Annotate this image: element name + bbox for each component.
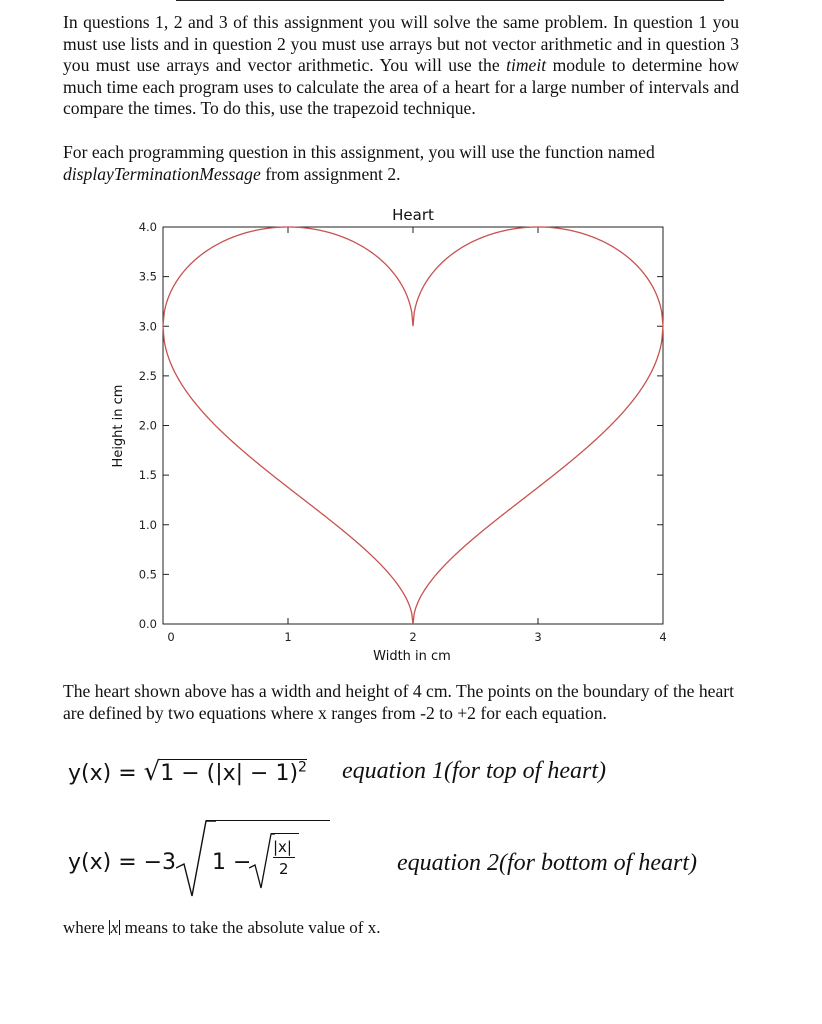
eq2-one-minus: 1 −: [212, 850, 252, 875]
eq1-body: 1 − (|x| − 1): [160, 761, 299, 786]
eq2-denominator: 2: [279, 860, 289, 878]
equation-1: [68, 757, 307, 787]
chart-title: Heart: [392, 206, 434, 224]
y-tick-label: 2.5: [138, 368, 157, 383]
x-tick-label: 4: [659, 630, 667, 644]
y-tick-label: 0.5: [138, 567, 157, 582]
y-tick-label: 1.0: [138, 517, 157, 532]
sqrt-icon: √: [143, 757, 161, 787]
inner-sqrt-icon: [249, 832, 275, 892]
y-tick-label: 0.0: [138, 617, 157, 631]
y-tick-label: 3.5: [138, 269, 157, 284]
heart-top-curve: [163, 227, 663, 326]
where-text: means to take the absolute value of x.: [124, 918, 381, 937]
timeit-module-name: timeit: [506, 55, 547, 75]
equation-2-label: equation 2(for bottom of heart): [397, 850, 697, 876]
x-axis-ticks: [163, 227, 667, 644]
intro-text-1: In questions 1, 2 and 3 of this assignment you will solve the same problem. In question 1 you must use lists and in question 2 you must use arrays but not vector arithmetic and in question 3 you must use arrays and vector arithmetic. You will use the: [63, 12, 739, 75]
y-tick-label: 1.5: [138, 468, 157, 483]
equation-2: [68, 818, 368, 898]
abs-x: x: [110, 918, 119, 937]
y-tick-label: 2.0: [138, 418, 157, 433]
function-name: displayTerminationMessage: [63, 163, 261, 184]
eq2-numerator: |x|: [273, 838, 292, 856]
equation-1-label: equation 1(for top of heart): [342, 758, 606, 784]
inner-sqrt-bar: [271, 833, 299, 834]
eq1-exponent: 2: [298, 759, 307, 776]
function-note-text: For each programming question in this assignment, you will use the function named: [63, 142, 655, 162]
top-rule: [176, 0, 724, 1]
function-note-paragraph: [63, 142, 739, 185]
intro-text-2: module to determine how much time each program uses to calculate the area of a heart for a large number of intervals and compare the times. To do this, use the trapezoid technique.: [63, 55, 739, 118]
intro-paragraph: [63, 12, 739, 120]
y-axis-ticks: [139, 220, 663, 631]
eq2-lhs: y(x) = −3: [68, 850, 177, 875]
where-prefix: where: [63, 918, 105, 937]
x-tick-label: 3: [534, 630, 542, 644]
plot-frame: [163, 227, 663, 624]
x-axis-label: Width in cm: [373, 649, 451, 664]
function-note-tail: from assignment 2.: [265, 163, 401, 184]
y-tick-label: 3.0: [138, 319, 157, 334]
heart-bottom-curve: [163, 326, 663, 624]
description-paragraph: The heart shown above has a width and height of 4 cm. The points on the boundary of the heart are defined by two equations where x ranges from -2 to +2 for each equation.: [63, 681, 734, 723]
eq2-fraction-bar: [273, 857, 295, 858]
x-tick-label: 2: [409, 630, 417, 644]
x-tick-label: 0: [167, 630, 175, 644]
eq1-lhs: y(x) =: [68, 761, 144, 786]
absolute-value-note: [63, 918, 380, 938]
y-axis-label: Height in cm: [111, 384, 126, 468]
outer-sqrt-bar: [206, 820, 330, 821]
x-tick-label: 1: [284, 630, 292, 644]
heart-chart: [100, 200, 700, 670]
eq1-radicand: [160, 759, 307, 786]
y-tick-label: 4.0: [138, 220, 157, 234]
outer-sqrt-icon: [176, 818, 216, 898]
